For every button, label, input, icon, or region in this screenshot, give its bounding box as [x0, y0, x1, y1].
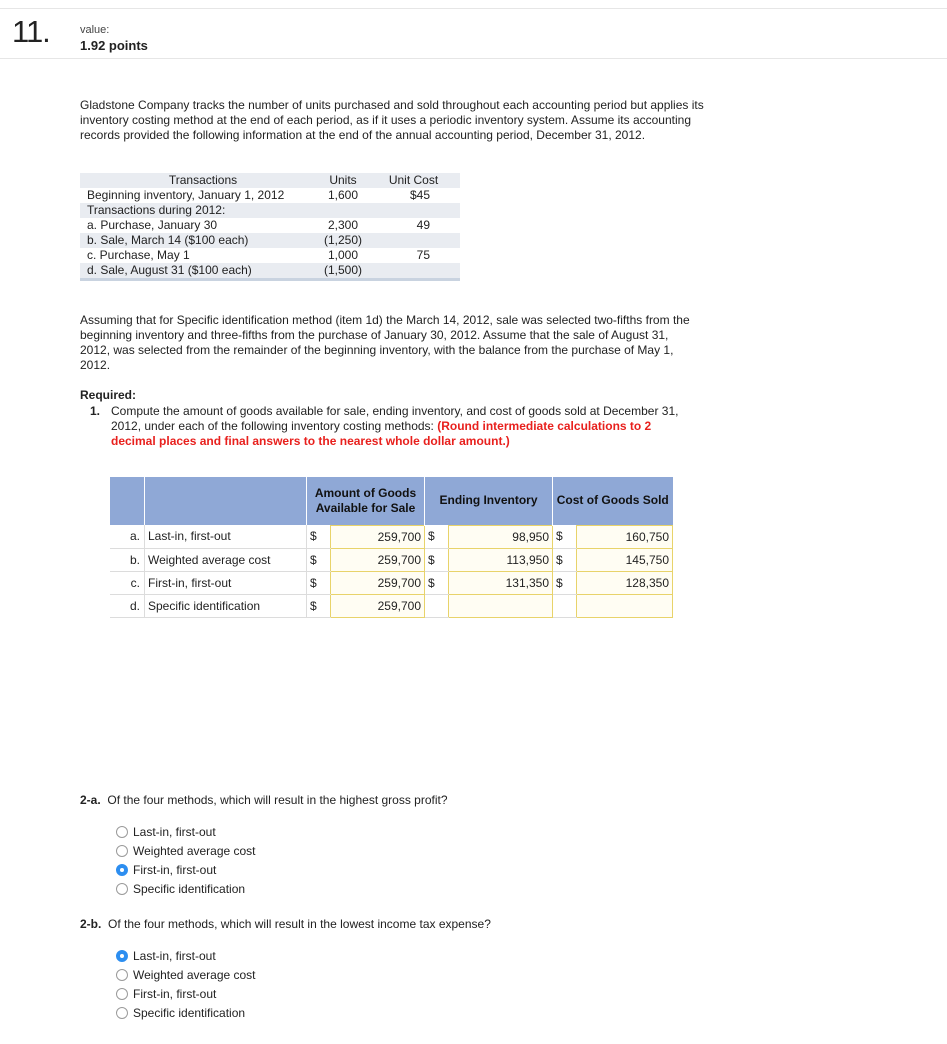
- currency-symbol: $: [553, 525, 577, 548]
- radio-icon[interactable]: [116, 883, 128, 895]
- table-row: [110, 548, 673, 571]
- option-label: Last-in, first-out: [133, 825, 216, 839]
- transaction-cost: 49: [416, 218, 430, 232]
- radio-option-2b[interactable]: [116, 986, 216, 1002]
- transaction-row: [80, 188, 460, 203]
- cogs-input[interactable]: 160,750: [577, 525, 673, 548]
- method-header: [145, 477, 307, 525]
- currency-symbol: $: [307, 571, 331, 594]
- available-header: Amount of Goods Available for Sale: [307, 477, 425, 525]
- currency-symbol: $: [307, 548, 331, 571]
- currency-symbol: $: [553, 548, 577, 571]
- question-2b-text: Of the four methods, which will result in the lowest income tax expense?: [108, 917, 491, 931]
- available-input[interactable]: 259,700: [331, 594, 425, 617]
- radio-option-2a[interactable]: [116, 824, 216, 840]
- radio-icon[interactable]: [116, 1007, 128, 1019]
- transaction-cost: [367, 263, 460, 278]
- transaction-label: a. Purchase, January 30: [87, 218, 218, 232]
- transaction-cost: [367, 203, 460, 218]
- radio-option-2b[interactable]: [116, 967, 256, 983]
- transactions-col-header: Transactions: [168, 173, 238, 187]
- transactions-header-row: [80, 173, 460, 188]
- unit-cost-col-header: Unit Cost: [388, 173, 439, 187]
- currency-symbol: $: [425, 525, 449, 548]
- transaction-row: [80, 233, 460, 248]
- radio-option-2a[interactable]: [116, 862, 216, 878]
- ending-input[interactable]: 113,950: [449, 548, 553, 571]
- table-row: [110, 571, 673, 594]
- transaction-cost: [367, 233, 460, 248]
- method-label: Weighted average cost: [145, 548, 307, 571]
- answer-header-row: [110, 477, 673, 525]
- ending-header: Ending Inventory: [425, 477, 553, 525]
- option-label: First-in, first-out: [133, 863, 217, 877]
- question-2b: [80, 917, 491, 931]
- transaction-units: 1,000: [327, 248, 359, 262]
- points-value: 1.92 points: [80, 38, 148, 53]
- required-item-text: Compute the amount of goods available for sale, ending inventory, and cost of goods sold at December 31, 2012, under each of the following inventory costing methods:: [111, 404, 679, 433]
- question-number: 11.: [12, 14, 50, 49]
- answer-table: [110, 477, 673, 618]
- question-2a-label: 2-a.: [80, 793, 101, 807]
- transaction-units: (1,250): [323, 233, 363, 247]
- rounding-note: (Round intermediate calculations to 2 decimal places and final answers to the nearest whole dollar amount.): [111, 419, 652, 448]
- currency-symbol: $: [425, 571, 449, 594]
- transaction-row: [80, 248, 460, 263]
- currency-symbol: $: [307, 525, 331, 548]
- radio-icon[interactable]: [116, 826, 128, 838]
- method-label: Specific identification: [145, 594, 307, 617]
- method-label: First-in, first-out: [145, 571, 307, 594]
- transaction-label: Beginning inventory, January 1, 2012: [87, 188, 285, 202]
- question-2a-text: Of the four methods, which will result in the highest gross profit?: [107, 793, 448, 807]
- currency-blank: [553, 594, 577, 617]
- assumption-paragraph: Assuming that for Specific identification method (item 1d) the March 14, 2012, sale was selected two-fifths from the beginning inventory and three-fifths from the purchase of January 30, 2012. Assume that the sale of August 31, 2012, was selected from the remainder of the beginning inventory, with the balance from the purchase of May 1, 2012.: [80, 313, 690, 372]
- header-divider: [0, 58, 947, 59]
- question-2b-label: 2-b.: [80, 917, 102, 931]
- transaction-cost: 75: [416, 248, 430, 262]
- blank-header: [110, 477, 145, 525]
- radio-icon[interactable]: [116, 969, 128, 981]
- required-item-number: 1.: [90, 404, 101, 418]
- row-letter: b.: [110, 548, 145, 571]
- option-label: Weighted average cost: [133, 968, 256, 982]
- transaction-label: b. Sale, March 14 ($100 each): [87, 233, 249, 247]
- radio-icon[interactable]: [116, 845, 128, 857]
- currency-symbol: $: [307, 594, 331, 617]
- required-item-1: [90, 404, 690, 449]
- radio-selected-icon[interactable]: [116, 950, 128, 962]
- transaction-row: [80, 218, 460, 233]
- transaction-row: [80, 263, 460, 278]
- transaction-units: 2,300: [327, 218, 359, 232]
- available-input[interactable]: 259,700: [331, 548, 425, 571]
- radio-icon[interactable]: [116, 988, 128, 1000]
- cogs-input[interactable]: 128,350: [577, 571, 673, 594]
- table-row: [110, 594, 673, 617]
- option-label: Specific identification: [133, 882, 246, 896]
- ending-input[interactable]: 131,350: [449, 571, 553, 594]
- row-letter: d.: [110, 594, 145, 617]
- ending-input[interactable]: [449, 594, 553, 617]
- value-label: value:: [80, 24, 110, 36]
- radio-selected-icon[interactable]: [116, 864, 128, 876]
- intro-paragraph: Gladstone Company tracks the number of units purchased and sold throughout each accounting period but applies its inventory costing method at the end of each period, as if it uses a periodic inventory system. Assume its accounting records provided the following information at the end of the annual accounting period, December 31, 2012.: [80, 98, 704, 142]
- row-letter: c.: [110, 571, 145, 594]
- transaction-units: 1,600: [327, 188, 359, 202]
- transaction-row: [80, 203, 460, 218]
- ending-input[interactable]: 98,950: [449, 525, 553, 548]
- cogs-input[interactable]: 145,750: [577, 548, 673, 571]
- option-label: First-in, first-out: [133, 987, 217, 1001]
- option-label: Specific identification: [133, 1006, 246, 1020]
- radio-option-2a[interactable]: [116, 843, 256, 859]
- available-input[interactable]: 259,700: [331, 571, 425, 594]
- units-col-header: Units: [329, 173, 357, 187]
- currency-blank: [425, 594, 449, 617]
- transaction-units: (1,500): [323, 263, 363, 277]
- radio-option-2b[interactable]: [116, 1005, 245, 1021]
- table-row: [110, 525, 673, 548]
- available-input[interactable]: 259,700: [331, 525, 425, 548]
- radio-option-2a[interactable]: [116, 881, 245, 897]
- transaction-label: c. Purchase, May 1: [87, 248, 190, 262]
- transaction-cost: $45: [409, 188, 430, 202]
- currency-symbol: $: [425, 548, 449, 571]
- method-label: Last-in, first-out: [145, 525, 307, 548]
- option-label: Last-in, first-out: [133, 949, 216, 963]
- radio-option-2b[interactable]: [116, 948, 216, 964]
- row-letter: a.: [110, 525, 145, 548]
- required-heading: Required:: [80, 388, 137, 402]
- currency-symbol: $: [553, 571, 577, 594]
- top-divider: [0, 8, 947, 9]
- option-label: Weighted average cost: [133, 844, 256, 858]
- cogs-header: Cost of Goods Sold: [553, 477, 673, 525]
- transaction-units: [319, 203, 367, 218]
- question-2a: [80, 793, 448, 807]
- cogs-input[interactable]: [577, 594, 673, 617]
- transaction-label: Transactions during 2012:: [87, 203, 226, 217]
- transactions-table: [80, 173, 460, 281]
- transaction-label: d. Sale, August 31 ($100 each): [87, 263, 252, 277]
